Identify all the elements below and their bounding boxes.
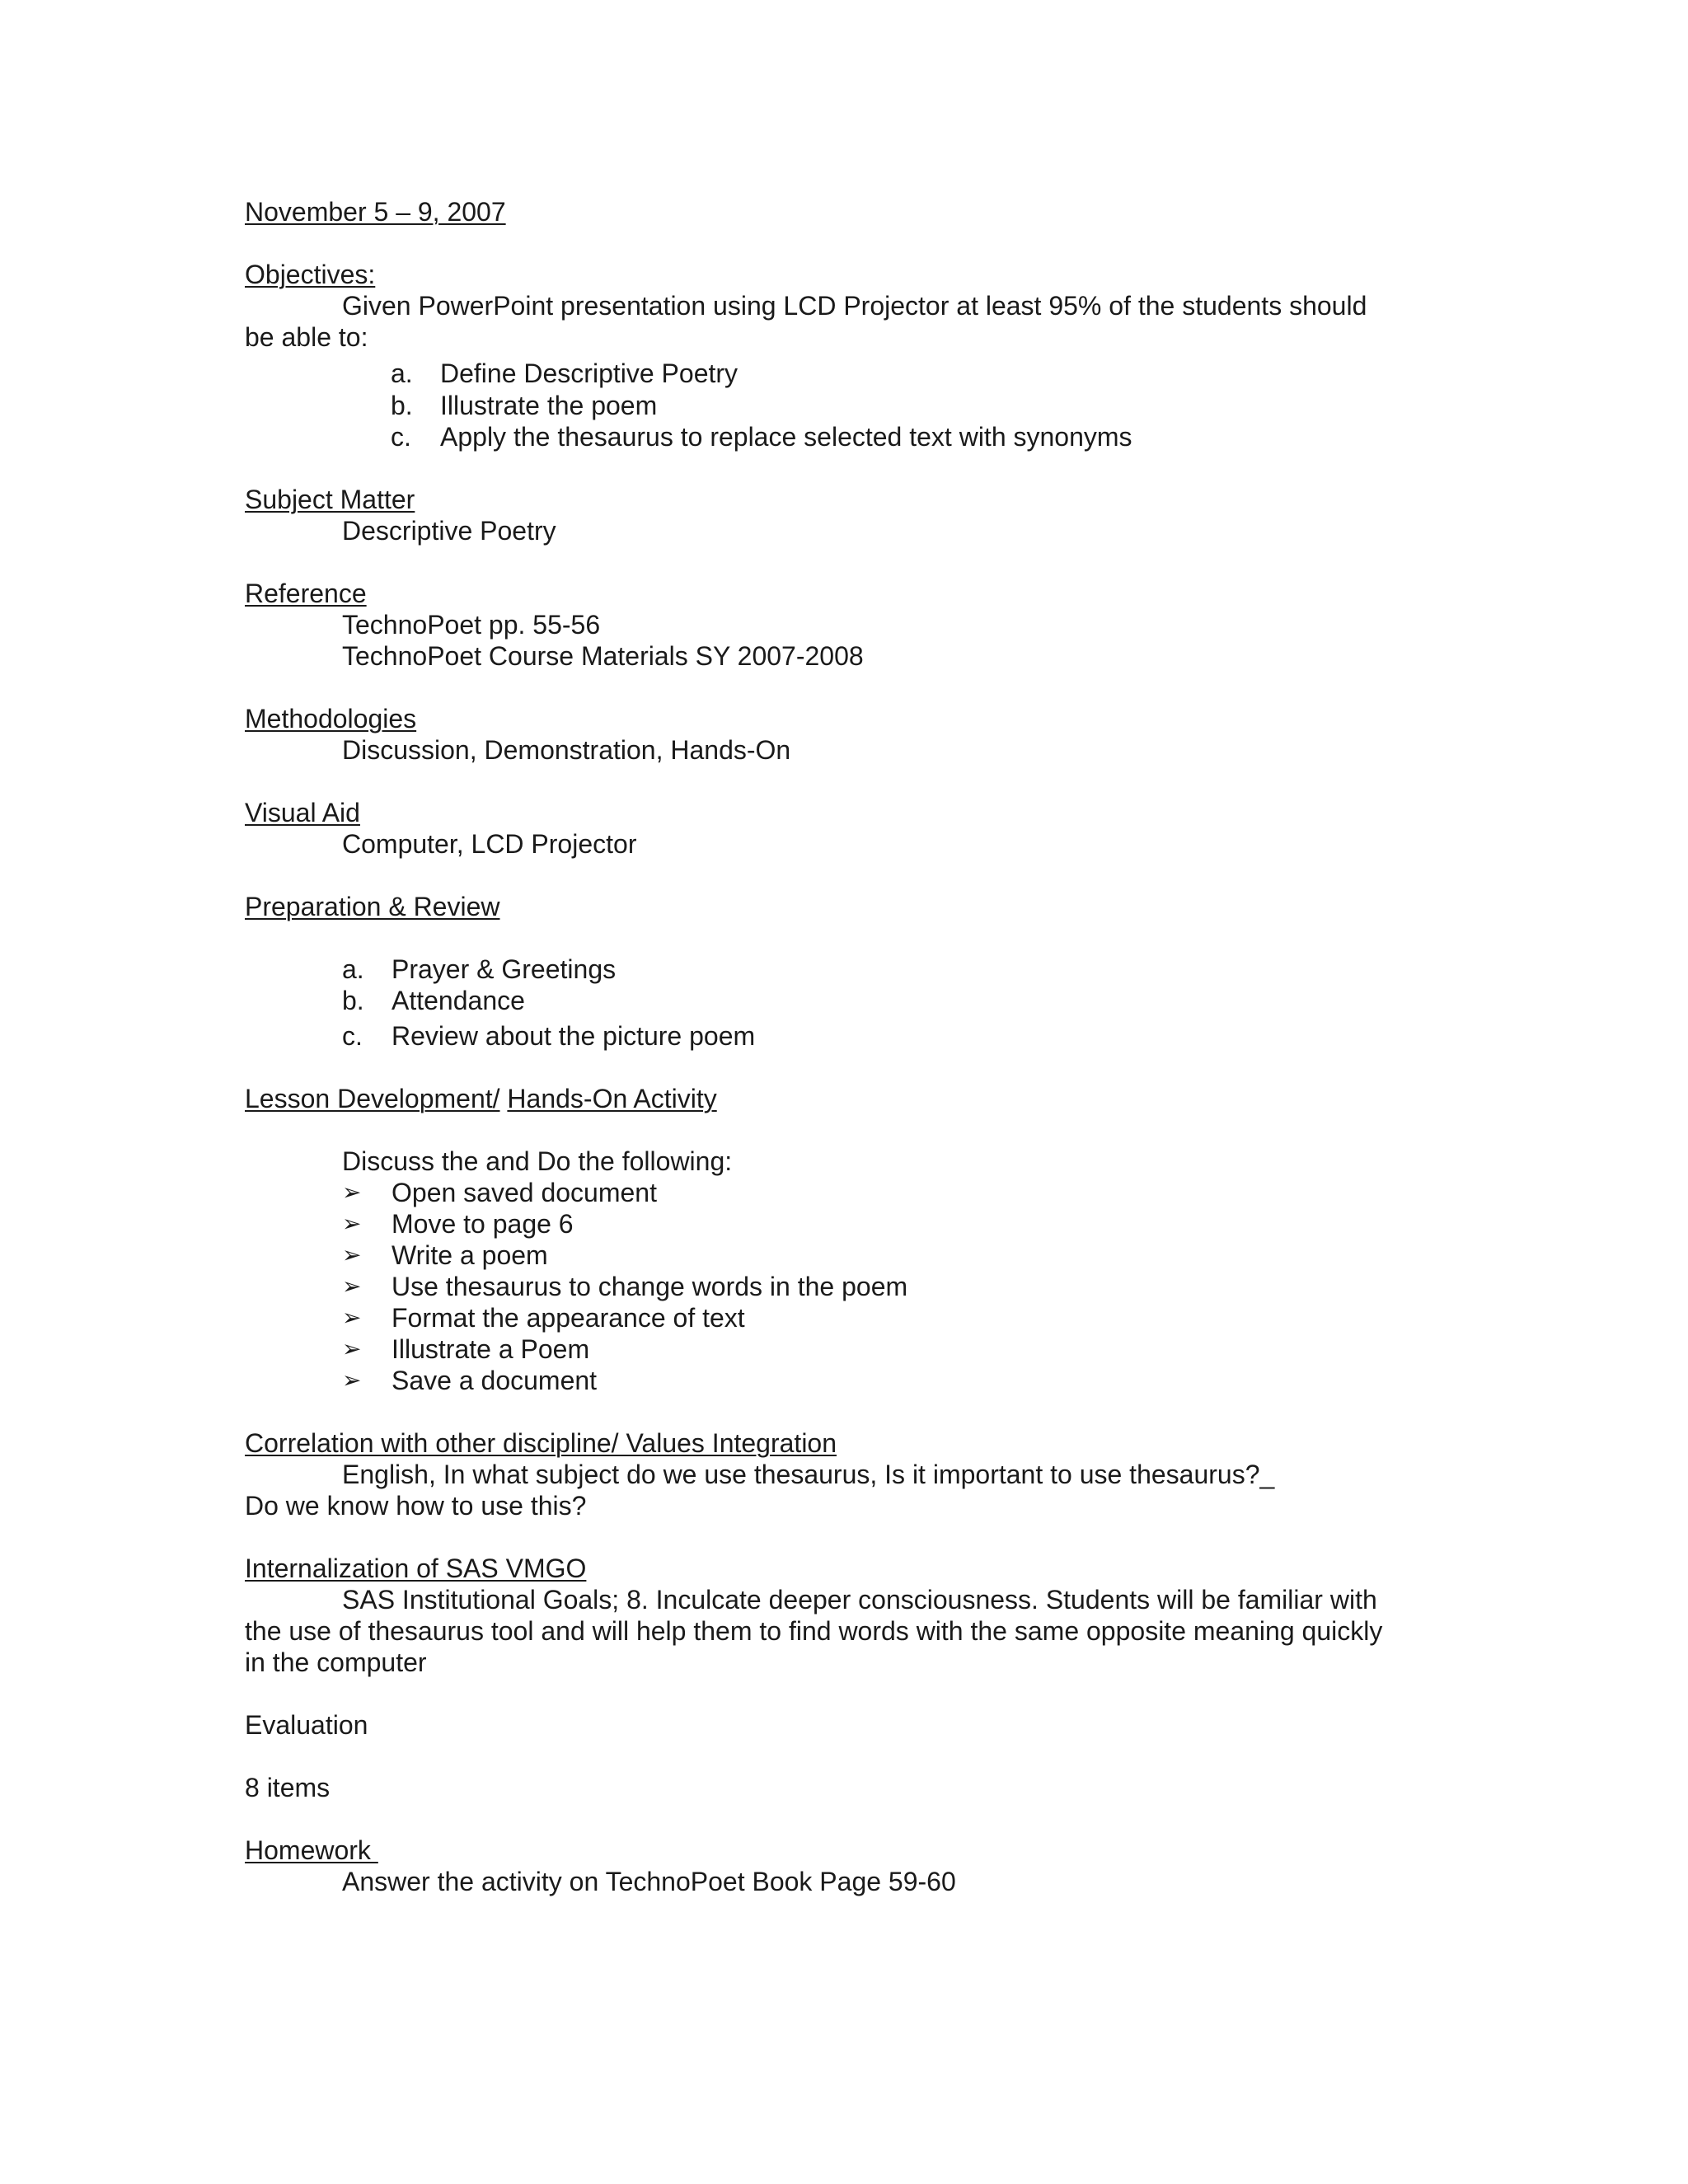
homework-text: Answer the activity on TechnoPoet Book Page 59-60: [342, 1867, 956, 1896]
objectives-heading: Objectives:: [245, 260, 376, 289]
arrow-bullet-icon: ➢: [342, 1242, 362, 1268]
preparation-text: Attendance: [392, 986, 525, 1015]
internalization-heading: Internalization of SAS VMGO: [245, 1554, 587, 1583]
arrow-bullet-icon: ➢: [342, 1336, 362, 1361]
lesson-step: Save a document: [392, 1366, 598, 1395]
lesson-heading-part2: Hands-On Activity: [507, 1084, 717, 1113]
lesson-intro: Discuss the and Do the following:: [342, 1146, 733, 1176]
correlation-line2: Do we know how to use this?: [245, 1491, 587, 1521]
preparation-marker: c.: [342, 1021, 363, 1051]
lesson-step: Use thesaurus to change words in the poem: [392, 1272, 908, 1301]
lesson-step: Illustrate a Poem: [392, 1334, 590, 1364]
arrow-bullet-icon: ➢: [342, 1211, 362, 1236]
objectives-intro-line1: Given PowerPoint presentation using LCD Projector at least 95% of the students should: [342, 291, 1367, 321]
objective-marker: c.: [391, 422, 411, 452]
subject-matter-heading: Subject Matter: [245, 485, 415, 514]
lesson-step: Write a poem: [392, 1240, 548, 1270]
subject-matter-text: Descriptive Poetry: [342, 516, 556, 546]
correlation-line1: English, In what subject do we use thesaurus, Is it important to use thesaurus?_: [342, 1460, 1275, 1489]
lesson-step: Format the appearance of text: [392, 1303, 745, 1333]
objective-item: [391, 421, 411, 452]
visual-aid-heading: Visual Aid: [245, 798, 360, 827]
correlation-heading: Correlation with other discipline/ Values Integration: [245, 1428, 837, 1458]
preparation-marker: b.: [342, 986, 364, 1015]
lesson-step: Move to page 6: [392, 1209, 574, 1239]
objective-text: Define Descriptive Poetry: [440, 359, 738, 388]
evaluation-heading: Evaluation: [245, 1710, 368, 1740]
lesson-step: Open saved document: [392, 1178, 657, 1207]
internalization-line1: SAS Institutional Goals; 8. Inculcate deeper consciousness. Students will be familiar with: [342, 1585, 1377, 1615]
lesson-heading-part1: Lesson Development/: [245, 1084, 500, 1113]
arrow-bullet-icon: ➢: [342, 1367, 362, 1393]
objective-item: [391, 390, 413, 421]
methodologies-heading: Methodologies: [245, 704, 417, 733]
reference-line: TechnoPoet Course Materials SY 2007-2008: [342, 641, 864, 671]
objective-marker: a.: [391, 359, 413, 388]
objective-text: Illustrate the poem: [440, 391, 658, 420]
internalization-line2: the use of thesaurus tool and will help them to find words with the same opposite meaning quickly: [245, 1616, 1383, 1646]
reference-line: TechnoPoet pp. 55-56: [342, 610, 601, 640]
lesson-heading: [245, 1083, 717, 1114]
preparation-marker: a.: [342, 954, 364, 984]
preparation-heading: Preparation & Review: [245, 892, 500, 921]
internalization-line3: in the computer: [245, 1647, 427, 1677]
objective-text: Apply the thesaurus to replace selected text with synonyms: [440, 422, 1132, 452]
arrow-bullet-icon: ➢: [342, 1305, 362, 1330]
methodologies-text: Discussion, Demonstration, Hands-On: [342, 735, 791, 765]
preparation-text: Review about the picture poem: [392, 1021, 756, 1051]
visual-aid-text: Computer, LCD Projector: [342, 829, 637, 859]
arrow-bullet-icon: ➢: [342, 1273, 362, 1299]
date-heading: November 5 – 9, 2007: [245, 197, 506, 227]
evaluation-text: 8 items: [245, 1773, 331, 1802]
preparation-text: Prayer & Greetings: [392, 954, 617, 984]
objective-marker: b.: [391, 391, 413, 420]
objective-item: [391, 358, 413, 389]
arrow-bullet-icon: ➢: [342, 1179, 362, 1205]
reference-heading: Reference: [245, 579, 367, 608]
homework-heading: Homework: [245, 1835, 378, 1865]
objectives-intro-line2: be able to:: [245, 322, 368, 352]
